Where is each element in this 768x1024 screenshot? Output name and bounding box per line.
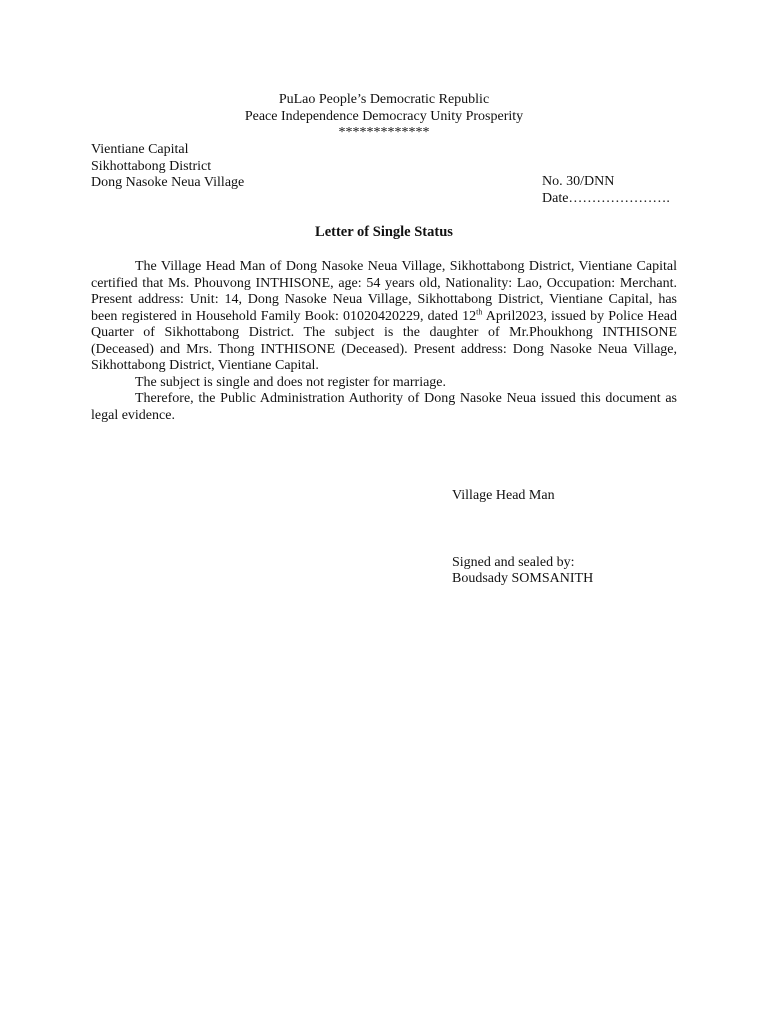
national-motto: Peace Independence Democracy Unity Prosperity [244, 108, 524, 124]
country-name: PuLao People’s Democratic Republic [278, 92, 490, 107]
signatory-role: Village Head Man [452, 488, 555, 503]
certification-text-part1: The Village Head Man of Dong Nasoke Neua Village, Sikhottabong District, Vientiane Capital certified that Ms. Phouvong INTHISONE, age: 54 years old, Nationality: Lao, Occupation: Merchant. Present address: Unit: 14, Dong Nasoke Neua Village, Sikhottabong District, Vientiane Capital, has been registered in Household Family Book: 01020420229, dated 12 [91, 259, 677, 324]
issuer-address [91, 142, 244, 192]
signature-block [452, 488, 593, 588]
address-district: Sikhottabong District [91, 158, 212, 174]
signatory-name: Boudsady SOMSANITH [452, 571, 594, 586]
letter-body [91, 259, 677, 424]
document-number: No. 30/DNN [542, 174, 615, 189]
body-paragraph-certification [91, 259, 677, 375]
certification-text-part2: April2023, issued by Police Head Quarter of Sikhottabong District. The subject is the daughter of Mr.Phoukhong INTHISONE (Deceased) and Mrs. Thong INTHISONE (Deceased). Present address: Dong Nasoke Neua Village, Sikhottabong District, Vientiane Capital. [91, 308, 677, 373]
letter-title: Letter of Single Status [315, 224, 453, 240]
address-village: Dong Nasoke Neua Village [91, 175, 245, 190]
document-reference [542, 174, 670, 207]
body-paragraph-evidence: Therefore, the Public Administration Authority of Dong Nasoke Neua issued this document as legal evidence. [91, 391, 677, 423]
header-separator: ************* [338, 125, 430, 140]
signed-sealed-label: Signed and sealed by: [452, 554, 575, 570]
address-capital: Vientiane Capital [91, 142, 189, 157]
document-date: Date…………………. [542, 190, 670, 206]
letter-header [0, 92, 768, 142]
body-paragraph-status: The subject is single and does not register for marriage. [135, 374, 447, 390]
date-ordinal-suffix: th [476, 306, 483, 316]
